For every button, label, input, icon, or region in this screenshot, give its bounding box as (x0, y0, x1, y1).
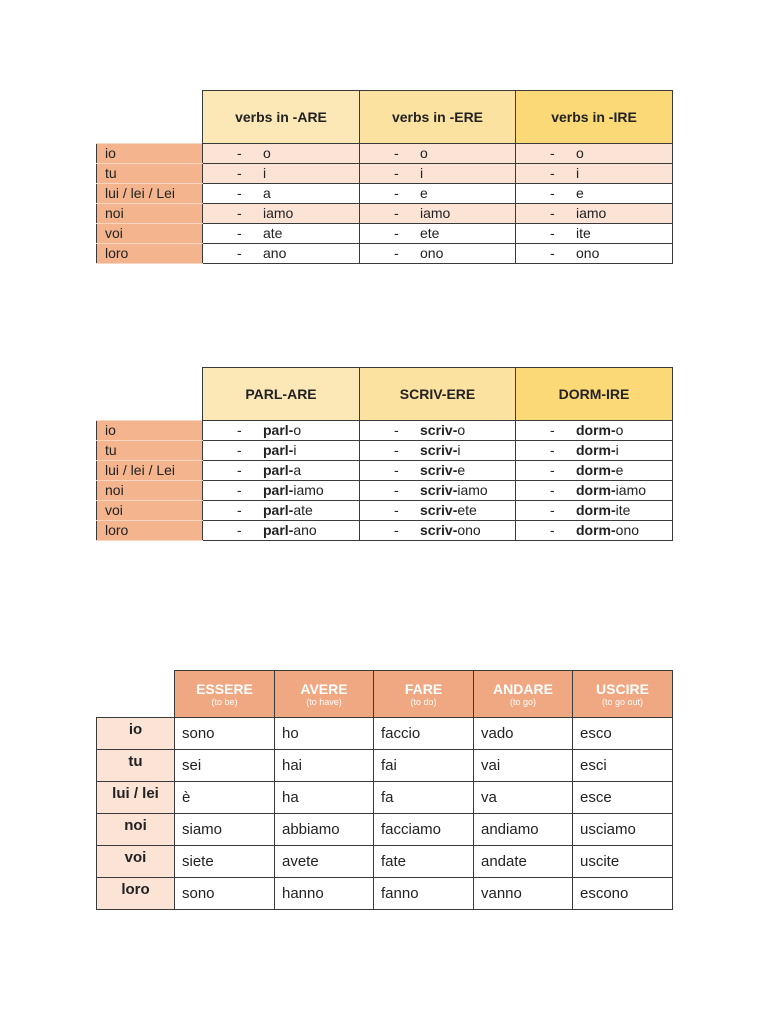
ending-cell: - ete (360, 224, 516, 244)
verb-form-cell: ho (275, 718, 374, 750)
ending-cell: - o (516, 144, 673, 164)
pronoun-cell: noi (97, 814, 175, 846)
table-row (97, 750, 673, 782)
conjugation-cell: - dorm-e (516, 461, 673, 481)
table-row (97, 144, 673, 164)
verb-form-cell: sei (175, 750, 275, 782)
conjugation-cell: - parl-ate (203, 501, 360, 521)
verb-form-cell: uscite (573, 846, 673, 878)
verb-form-cell: hai (275, 750, 374, 782)
conjugation-cell: - dorm-i (516, 441, 673, 461)
conjugation-cell: - scriv-o (360, 421, 516, 441)
conjugation-cell: - dorm-iamo (516, 481, 673, 501)
table-row (97, 441, 673, 461)
table-corner (97, 671, 175, 718)
ending-cell: - o (203, 144, 360, 164)
conjugation-table (96, 367, 673, 541)
verb-header: FARE (to do) (374, 671, 474, 718)
verb-form-cell: esce (573, 782, 673, 814)
verb-form-cell: faccio (374, 718, 474, 750)
verb-form-cell: usciamo (573, 814, 673, 846)
verb-form-cell: siamo (175, 814, 275, 846)
conjugation-cell: - parl-i (203, 441, 360, 461)
pronoun-cell: voi (97, 501, 203, 521)
endings-header-row (97, 91, 673, 144)
ending-cell: - ate (203, 224, 360, 244)
table-row (97, 782, 673, 814)
table-row (97, 204, 673, 224)
header-parlare: PARL-ARE (203, 368, 360, 421)
header-dormire: DORM-IRE (516, 368, 673, 421)
pronoun-cell: loro (97, 878, 175, 910)
ending-cell: - a (203, 184, 360, 204)
ending-cell: - e (516, 184, 673, 204)
verb-header: AVERE (to have) (275, 671, 374, 718)
table-row (97, 224, 673, 244)
conjugation-cell: - dorm-ono (516, 521, 673, 541)
pronoun-cell: io (97, 421, 203, 441)
pronoun-cell: loro (97, 244, 203, 264)
verb-form-cell: siete (175, 846, 275, 878)
ending-cell: - i (360, 164, 516, 184)
verb-form-cell: abbiamo (275, 814, 374, 846)
header-ire: verbs in -IRE (516, 91, 673, 144)
ending-cell: - o (360, 144, 516, 164)
table-row (97, 814, 673, 846)
ending-cell: - e (360, 184, 516, 204)
verb-form-cell: avete (275, 846, 374, 878)
endings-table (96, 90, 673, 264)
table-corner (97, 91, 203, 144)
conjugation-cell: - scriv-ete (360, 501, 516, 521)
table-row (97, 184, 673, 204)
verb-form-cell: hanno (275, 878, 374, 910)
conjugation-cell: - dorm-o (516, 421, 673, 441)
conjugation-cell: - parl-ano (203, 521, 360, 541)
table-row (97, 521, 673, 541)
ending-cell: - ono (516, 244, 673, 264)
ending-cell: - iamo (360, 204, 516, 224)
table-row (97, 718, 673, 750)
verb-form-cell: fa (374, 782, 474, 814)
pronoun-cell: tu (97, 750, 175, 782)
verb-header: ANDARE (to go) (474, 671, 573, 718)
verb-form-cell: va (474, 782, 573, 814)
verb-form-cell: vanno (474, 878, 573, 910)
verb-form-cell: esco (573, 718, 673, 750)
table-row (97, 421, 673, 441)
verb-form-cell: escono (573, 878, 673, 910)
conjugation-cell: - scriv-e (360, 461, 516, 481)
conjugation-cell: - parl-o (203, 421, 360, 441)
pronoun-cell: lui / lei (97, 782, 175, 814)
conjugation-cell: - scriv-i (360, 441, 516, 461)
pronoun-cell: lui / lei / Lei (97, 184, 203, 204)
verb-form-cell: facciamo (374, 814, 474, 846)
pronoun-cell: io (97, 718, 175, 750)
table-row (97, 461, 673, 481)
verb-form-cell: sono (175, 878, 275, 910)
verb-header: USCIRE (to go out) (573, 671, 673, 718)
table-row (97, 244, 673, 264)
table-row (97, 846, 673, 878)
table-row (97, 878, 673, 910)
irregular-verbs-table (96, 670, 673, 910)
ending-cell: - i (203, 164, 360, 184)
verb-form-cell: andate (474, 846, 573, 878)
verb-form-cell: fai (374, 750, 474, 782)
header-scrivere: SCRIV-ERE (360, 368, 516, 421)
pronoun-cell: lui / lei / Lei (97, 461, 203, 481)
pronoun-cell: loro (97, 521, 203, 541)
verb-form-cell: ha (275, 782, 374, 814)
table-row (97, 501, 673, 521)
verb-form-cell: vai (474, 750, 573, 782)
verb-form-cell: esci (573, 750, 673, 782)
pronoun-cell: voi (97, 846, 175, 878)
ending-cell: - ano (203, 244, 360, 264)
pronoun-cell: noi (97, 204, 203, 224)
verb-form-cell: fanno (374, 878, 474, 910)
ending-cell: - ite (516, 224, 673, 244)
conjugation-cell: - parl-iamo (203, 481, 360, 501)
verb-form-cell: andiamo (474, 814, 573, 846)
verb-form-cell: fate (374, 846, 474, 878)
conjugation-cell: - dorm-ite (516, 501, 673, 521)
verb-header: ESSERE (to be) (175, 671, 275, 718)
pronoun-cell: noi (97, 481, 203, 501)
table-row (97, 164, 673, 184)
table-corner (97, 368, 203, 421)
header-are: verbs in -ARE (203, 91, 360, 144)
ending-cell: - ono (360, 244, 516, 264)
conjugation-header-row (97, 368, 673, 421)
conjugation-cell: - parl-a (203, 461, 360, 481)
verb-form-cell: è (175, 782, 275, 814)
ending-cell: - iamo (516, 204, 673, 224)
pronoun-cell: tu (97, 441, 203, 461)
verb-form-cell: vado (474, 718, 573, 750)
irregular-header-row (97, 671, 673, 718)
verb-form-cell: sono (175, 718, 275, 750)
pronoun-cell: io (97, 144, 203, 164)
table-row (97, 481, 673, 501)
ending-cell: - iamo (203, 204, 360, 224)
conjugation-cell: - scriv-iamo (360, 481, 516, 501)
conjugation-cell: - scriv-ono (360, 521, 516, 541)
pronoun-cell: voi (97, 224, 203, 244)
header-ere: verbs in -ERE (360, 91, 516, 144)
pronoun-cell: tu (97, 164, 203, 184)
ending-cell: - i (516, 164, 673, 184)
